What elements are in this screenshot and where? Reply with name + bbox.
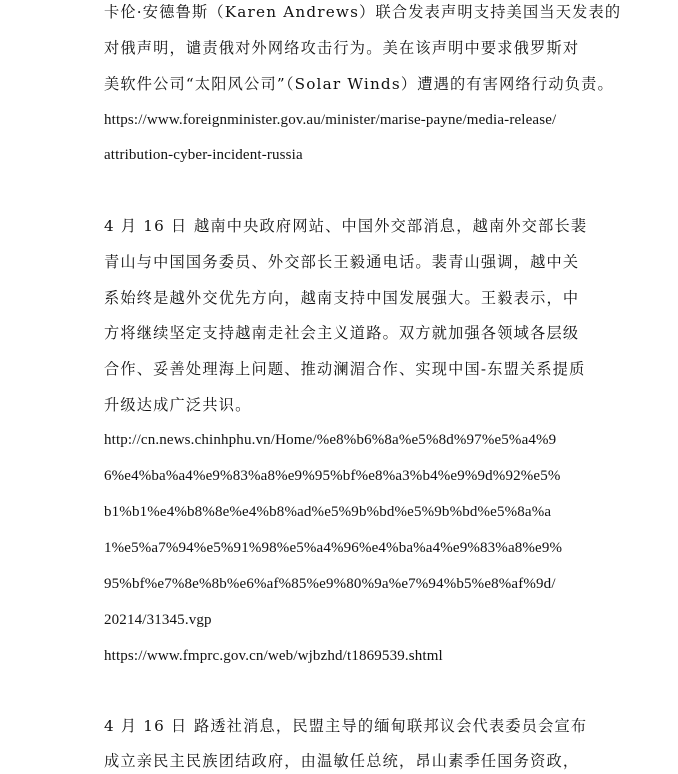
text-line: 合作、妥善处理海上问题、推动澜湄合作、实现中国-东盟关系提质 [104, 360, 586, 378]
url-line: b1%b1%e4%b8%8e%e4%b8%ad%e5%9b%bd%e5%9b%bd%e5%8a%a [104, 504, 552, 520]
url-line: 6%e4%ba%a4%e9%83%a8%e9%95%bf%e8%a3%b4%e9%9d%92%e5% [104, 468, 561, 484]
paragraph-first-line [104, 216, 587, 236]
url-line: https://www.fmprc.gov.cn/web/wjbzhd/t1869539.shtml [104, 648, 443, 664]
url-line: https://www.foreignminister.gov.au/minister/marise-payne/media-release/ [104, 112, 557, 128]
url-line: attribution-cyber-incident-russia [104, 147, 303, 163]
text-line: 青山与中国国务委员、外交部长王毅通电话。裴青山强调，越中关 [104, 253, 580, 271]
paragraph-first-line [104, 716, 587, 736]
text-line: 升级达成广泛共识。 [104, 396, 252, 414]
text-line: 美软件公司“太阳风公司”（Solar Winds）遭遇的有害网络行动负责。 [104, 75, 614, 93]
text-line: 方将继续坚定支持越南走社会主义道路。双方就加强各领域各层级 [104, 324, 580, 342]
text-line: 系始终是越外交优先方向，越南支持中国发展强大。王毅表示，中 [104, 289, 580, 307]
text-line: 成立亲民主民族团结政府，由温敏任总统，昂山素季任国务资政， [104, 752, 580, 770]
entry-date: 4 月 16 日 [104, 217, 188, 235]
url-line: 1%e5%a7%94%e5%91%98%e5%a4%96%e4%ba%a4%e9%83%a8%e9% [104, 540, 563, 556]
text-line: 卡伦·安德鲁斯（Karen Andrews）联合发表声明支持美国当天发表的 [104, 3, 622, 21]
text-line: 路透社消息，民盟主导的缅甸联邦议会代表委员会宣布 [194, 717, 588, 735]
url-line: 20214/31345.vgp [104, 612, 212, 628]
text-line: 越南中央政府网站、中国外交部消息，越南外交部长裴 [194, 217, 588, 235]
url-line: http://cn.news.chinhphu.vn/Home/%e8%b6%8a%e5%8d%97%e5%a4%9 [104, 432, 557, 448]
entry-date: 4 月 16 日 [104, 717, 188, 735]
url-line: 95%bf%e7%8e%8b%e6%af%85%e9%80%9a%e7%94%b5%e8%af%9d/ [104, 576, 556, 592]
text-line: 对俄声明，谴责俄对外网络攻击行为。美在该声明中要求俄罗斯对 [104, 39, 580, 57]
